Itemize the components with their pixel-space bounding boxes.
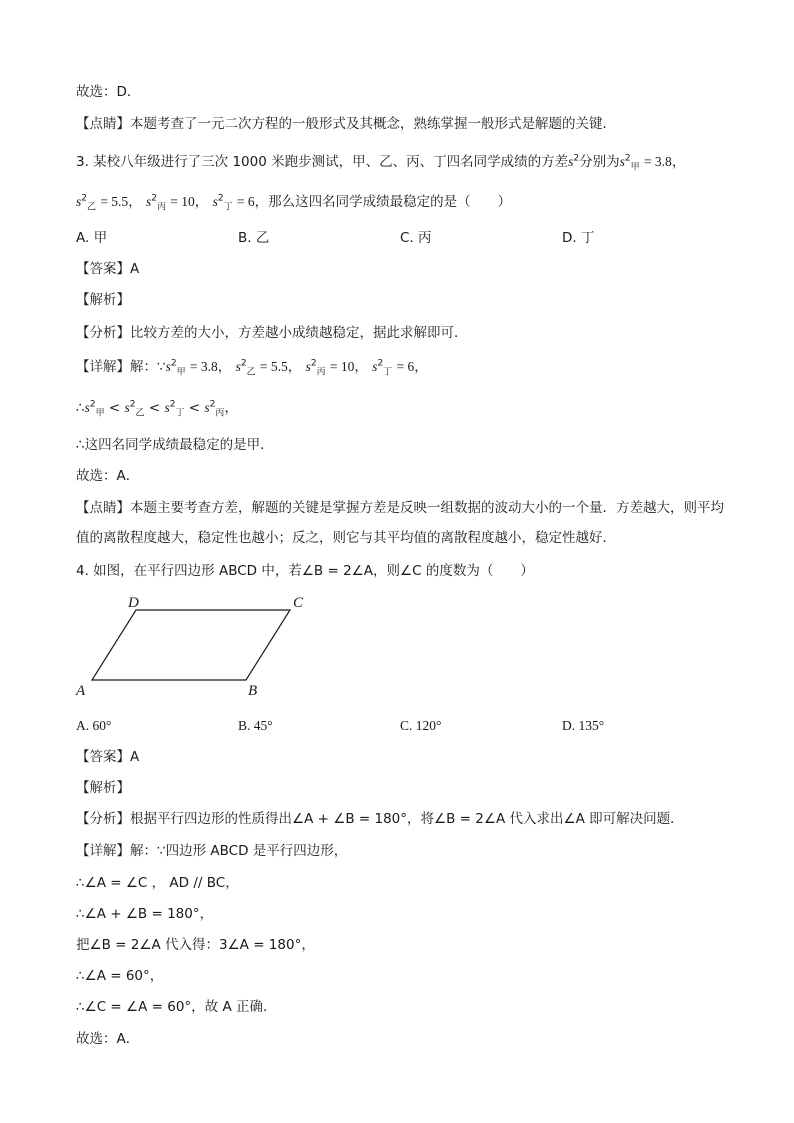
q3-choice: 故选：A． (76, 468, 140, 484)
parallelogram-figure (70, 590, 340, 702)
q3-detail-var-jia: = 3.8 (189, 359, 218, 374)
q3-option-c: C. 丙 (400, 230, 432, 246)
q4-step-2: ∴∠A + ∠B = 180°， (76, 906, 214, 922)
q3-analysis-title: 【解析】 (76, 292, 130, 308)
q4-option-a: A. 60° (76, 718, 112, 733)
q3-var-bing: = 10 (170, 194, 195, 209)
q3-detail-line: 【详解】解：$\because s^2_甲 = 3.8$， $s^2_乙 = 5.5$， $s^2_丙 = 10$， $s^2_丁 = 6$， (76, 358, 428, 378)
q4-choice: 故选：A． (76, 1031, 140, 1047)
q3-detail-var-ding: = 6 (396, 359, 415, 374)
q4-option-d: D. 135° (562, 718, 605, 733)
previous-comment-line: 【点睛】本题考查了一元二次方程的一般形式及其概念，熟练掌握一般形式是解题的关键． (76, 116, 616, 132)
q3-var-jia: = 3.8 (643, 154, 672, 169)
q3-option-d: D. 丁 (562, 230, 595, 246)
q4-option-b: B. 45° (238, 718, 273, 733)
q4-option-c: C. 120° (400, 718, 442, 733)
q4-detail: 【详解】解：∵四边形 ABCD 是平行四边形， (76, 843, 348, 859)
vertex-a: A (76, 683, 86, 699)
q3-detail-prefix: 【详解】解：∵ (76, 359, 166, 375)
q3-comment: 【点睛】本题主要考查方差，解题的关键是掌握方差是反映一组数据的波动大小的一个量．方差越大，则平均值的离散程度越大，稳定性也越小；反之，则它与其平均值的离散程度越小，稳定性越好． (76, 500, 724, 546)
q4-step-5: ∴∠C = ∠A = 60°，故 A 正确． (76, 999, 277, 1015)
vertex-c: C (293, 595, 304, 611)
parallelogram-abcd (92, 610, 290, 680)
previous-answer-line: 故选：D． (76, 84, 141, 100)
q3-conclusion: ∴这四名同学成绩最稳定的是甲． (76, 437, 274, 453)
q3-var-yi: = 5.5 (100, 194, 129, 209)
q4-step-3: 把∠B = 2∠A 代入得：3∠A = 180°， (76, 937, 315, 953)
q3-detail-var-bing: = 10 (329, 359, 355, 374)
q3-order-line: $\therefore s^2_甲 < s^2_乙 < s^2_丁 < s^2_丙$， (76, 399, 238, 419)
q3-option-a: A. 甲 (76, 230, 108, 246)
q3-answer: 【答案】A (76, 261, 140, 277)
q3-option-b: B. 乙 (238, 230, 270, 246)
q3-stem-line-2: $s^2_乙 = 5.5$， $s^2_丙 = 10$， $s^2_丁 = 6$，那么这四名同学成绩最稳定的是（ ） (76, 193, 512, 213)
q4-answer: 【答案】A (76, 749, 140, 765)
q3-var-ding: = 6 (236, 194, 255, 209)
q3-stem-text-b: 分别为 (579, 154, 620, 170)
q4-step-4: ∴∠A = 60°， (76, 968, 164, 984)
q3-detail-var-yi: = 5.5 (259, 359, 288, 374)
vertex-b: B (248, 683, 258, 699)
q3-order-prefix: ∴ (76, 400, 85, 416)
q4-stem: 4. 如图，在平行四边形 ABCD 中，若∠B = 2∠A，则∠C 的度数为（ ） (76, 563, 534, 579)
q4-fenxi: 【分析】根据平行四边形的性质得出∠A + ∠B = 180°，将∠B = 2∠A 代入求出∠A 即可解决问题． (76, 811, 684, 827)
q4-analysis-title: 【解析】 (76, 780, 130, 796)
q3-stem-line-1: 3. 某校八年级进行了三次 1000 米跑步测试，甲、乙、丙、丁四名同学成绩的方差$s^2$分别为$s^2_甲 = 3.8$， (76, 153, 686, 173)
q3-fenxi: 【分析】比较方差的大小，方差越小成绩越稳定，据此求解即可． (76, 325, 468, 341)
q3-stem-text-c: ，那么这四名同学成绩最稳定的是（ ） (254, 194, 512, 210)
vertex-d: D (128, 595, 139, 611)
q3-stem-text-a: 3. 某校八年级进行了三次 1000 米跑步测试，甲、乙、丙、丁四名同学成绩的方差 (76, 154, 569, 170)
q4-step-1: ∴∠A = ∠C ， AD // BC， (76, 875, 239, 891)
